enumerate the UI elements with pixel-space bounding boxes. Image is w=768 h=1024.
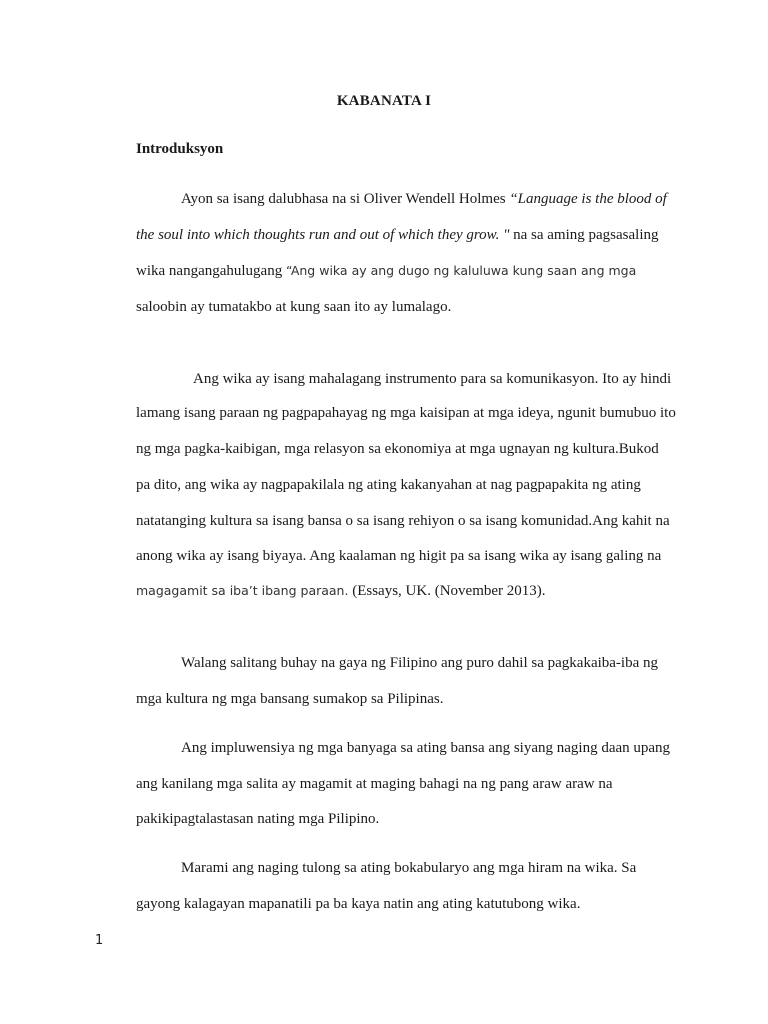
paragraph-3-line: Walang salitang buhay na gaya ng Filipino ang puro dahil sa pagkakaiba-iba ng <box>181 655 658 671</box>
section-heading: Introduksyon <box>136 141 224 157</box>
paragraph-1-text: na sa aming pagsasaling <box>509 227 659 243</box>
page-number: 1 <box>95 933 104 948</box>
citation: (Essays, UK. (November 2013). <box>348 583 546 599</box>
paragraph-2-line: natatanging kultura sa isang bansa o sa isang rehiyon o sa isang komunidad.Ang kahit na <box>136 513 670 529</box>
quote-english: the soul into which thoughts run and out of which they grow. " <box>136 227 510 243</box>
paragraph-1-line <box>136 225 659 245</box>
quote-english: “Language is the blood of <box>509 191 667 207</box>
paragraph-5-line: gayong kalagayan mapanatili pa ba kaya natin ang ating katutubong wika. <box>136 896 581 912</box>
paragraph-4-line: ang kanilang mga salita ay magamit at maging bahagi na ng pang araw araw na <box>136 776 613 792</box>
paragraph-4-line: pakikipagtalastasan nating mga Pilipino. <box>136 811 380 827</box>
paragraph-1-line <box>136 261 636 281</box>
paragraph-2-line <box>136 581 546 601</box>
chapter-title: KABANATA I <box>336 93 432 109</box>
paragraph-5-line: Marami ang naging tulong sa ating bokabularyo ang mga hiram na wika. Sa <box>181 860 637 876</box>
paragraph-1-line: saloobin ay tumatakbo at kung saan ito ay lumalago. <box>136 299 452 315</box>
paragraph-2-text: magagamit sa iba’t ibang paraan. <box>136 583 349 598</box>
paragraph-3-line: mga kultura ng mga bansang sumakop sa Pilipinas. <box>136 691 444 707</box>
paragraph-1-text: Ayon sa isang dalubhasa na si Oliver Wendell Holmes <box>181 191 510 207</box>
paragraph-2-line: anong wika ay isang biyaya. Ang kaalaman ng higit pa sa isang wika ay isang galing na <box>136 548 662 564</box>
quote-translation: “Ang wika ay ang dugo ng kaluluwa kung saan ang mga <box>285 263 637 278</box>
paragraph-2-line: pa dito, ang wika ay nagpapakilala ng ating kakanyahan at nag pagpapakita ng ating <box>136 477 641 493</box>
paragraph-2-line: lamang isang paraan ng pagpapahayag ng mga kaisipan at mga ideya, ngunit bumubuo ito <box>136 405 676 421</box>
paragraph-4-line: Ang impluwensiya ng mga banyaga sa ating bansa ang siyang naging daan upang <box>181 740 671 756</box>
paragraph-2-line: ng mga pagka-kaibigan, mga relasyon sa ekonomiya at mga ugnayan ng kultura.Bukod <box>136 441 659 457</box>
paragraph-2-line: Ang wika ay isang mahalagang instrumento para sa komunikasyon. Ito ay hindi <box>193 371 672 387</box>
paragraph-1-line <box>181 189 667 209</box>
paragraph-1-text: wika nangangahulugang <box>136 263 286 279</box>
